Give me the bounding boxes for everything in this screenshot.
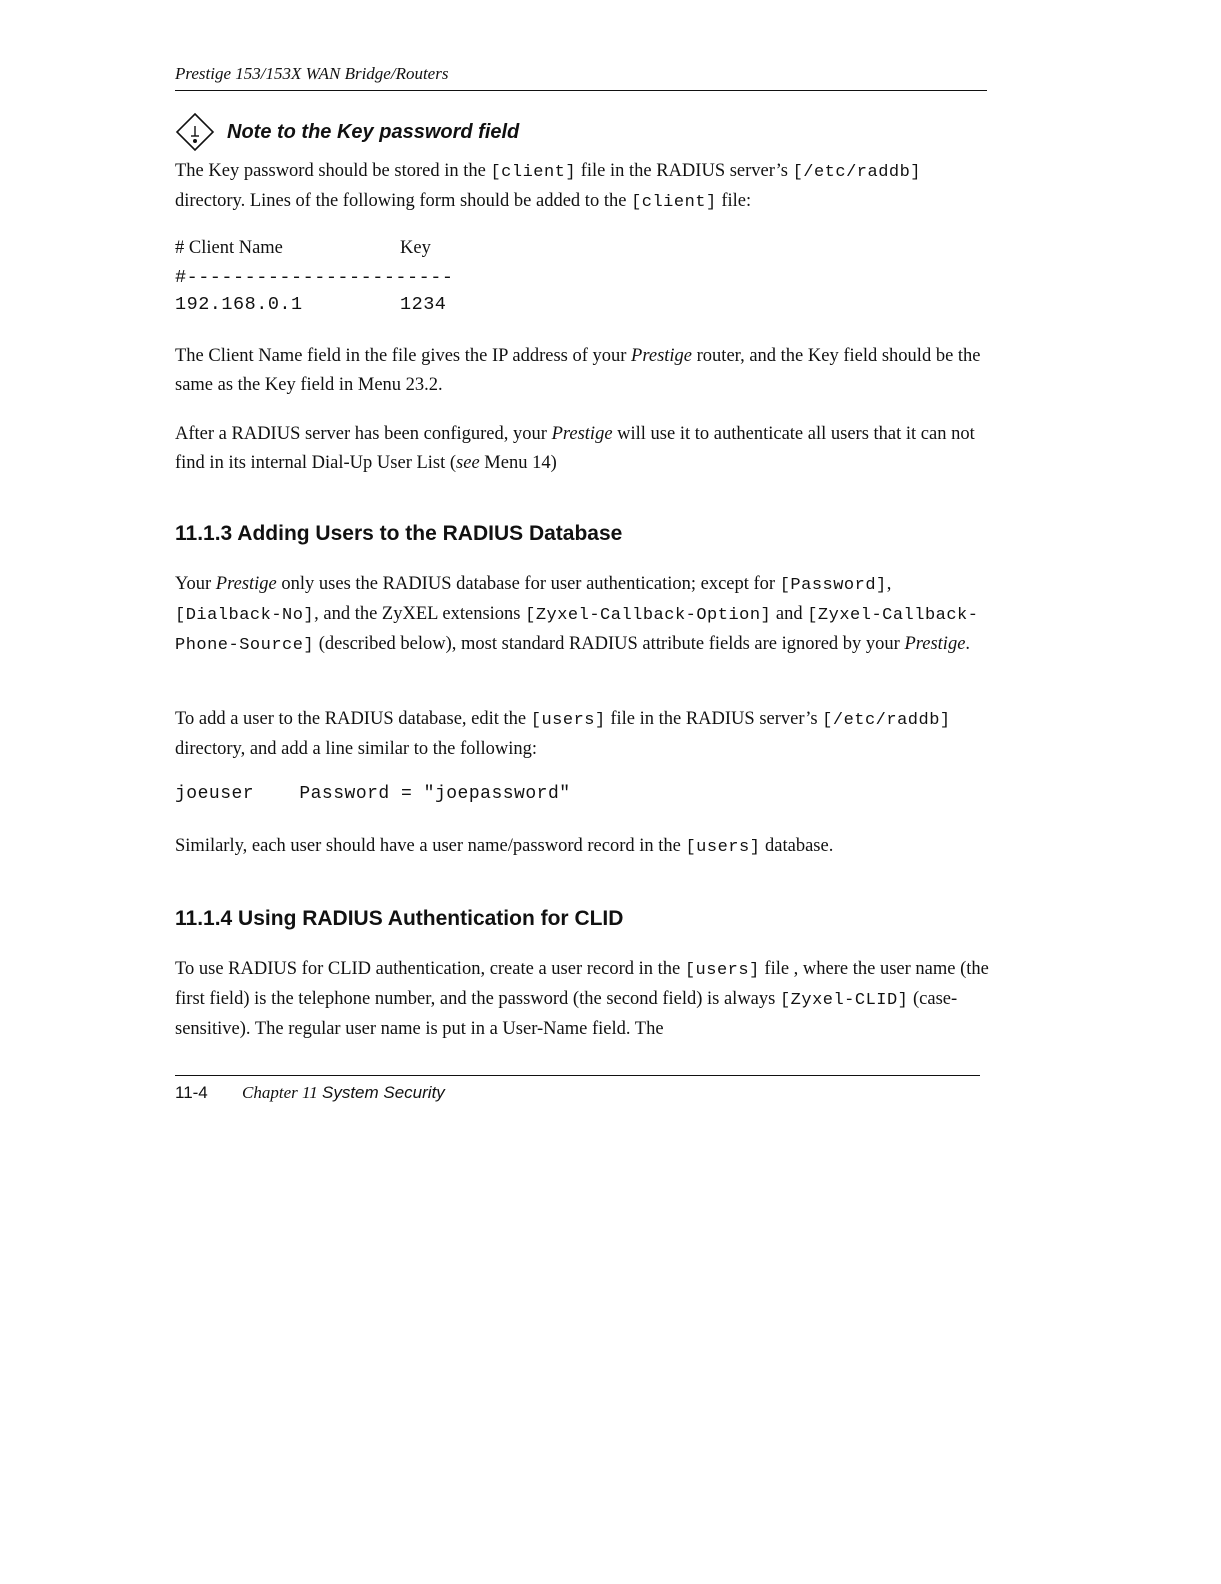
code-example-user-line: joeuser Password = "joepassword" xyxy=(175,784,571,804)
footer-divider xyxy=(175,1075,980,1076)
paragraph-clid: To use RADIUS for CLID authentication, create a user record in the [users] file , where the user name (the first field) is the telephone number, and the password (the second field) is always [Zyxel-CLID] (case-sensitive). The regular user name is put in a User-Name field. The xyxy=(175,959,989,1039)
header-divider xyxy=(175,90,987,91)
page-footer xyxy=(175,1083,445,1103)
client-table-separator: #----------------------- xyxy=(175,267,454,288)
client-table-row xyxy=(175,294,447,315)
client-key: 1234 xyxy=(400,294,447,315)
section-heading-clid: 11.1.4 Using RADIUS Authentication for CLID xyxy=(175,907,624,930)
key-header: Key xyxy=(400,238,431,258)
page-number: 11-4 xyxy=(175,1083,208,1102)
section-label: System Security xyxy=(321,1083,445,1102)
note-title: Note to the Key password field xyxy=(227,120,520,143)
paragraph-after-radius: After a RADIUS server has been configured, your Prestige will use it to authenticate all users that it can not find in its internal Dial-Up User List (see Menu 14) xyxy=(175,424,975,473)
client-name-header: # Client Name xyxy=(175,238,283,258)
paragraph-add-user: To add a user to the RADIUS database, edit the [users] file in the RADIUS server’s [/etc/raddb] directory, and add a line similar to the following: xyxy=(175,709,951,759)
section-heading-adding-users: 11.1.3 Adding Users to the RADIUS Database xyxy=(175,522,623,545)
running-header: Prestige 153/153X WAN Bridge/Routers xyxy=(175,64,449,83)
client-table-header xyxy=(175,238,431,259)
chapter-label: Chapter 11 xyxy=(242,1083,318,1102)
note-diamond-icon xyxy=(175,112,215,152)
note-heading xyxy=(175,112,519,152)
paragraph-similarly: Similarly, each user should have a user name/password record in the [users] database. xyxy=(175,836,834,857)
client-ip: 192.168.0.1 xyxy=(175,294,303,315)
paragraph-client-name: The Client Name field in the file gives the IP address of your Prestige router, and the Key field should be the same as the Key field in Menu 23.2. xyxy=(175,346,981,395)
paragraph-radius-database: Your Prestige only uses the RADIUS database for user authentication; except for [Password], [Dialback-No], and the ZyXEL extensions [Zyxel-Callback-Option] and [Zyxel-Callback-Phone-Source] (described below), most standard RADIUS attribute fields are ignored by your Prestige. xyxy=(175,574,979,655)
paragraph-key-password: The Key password should be stored in the [client] file in the RADIUS server’s [/etc/raddb] directory. Lines of the following form should be added to the [client] file: xyxy=(175,161,921,212)
